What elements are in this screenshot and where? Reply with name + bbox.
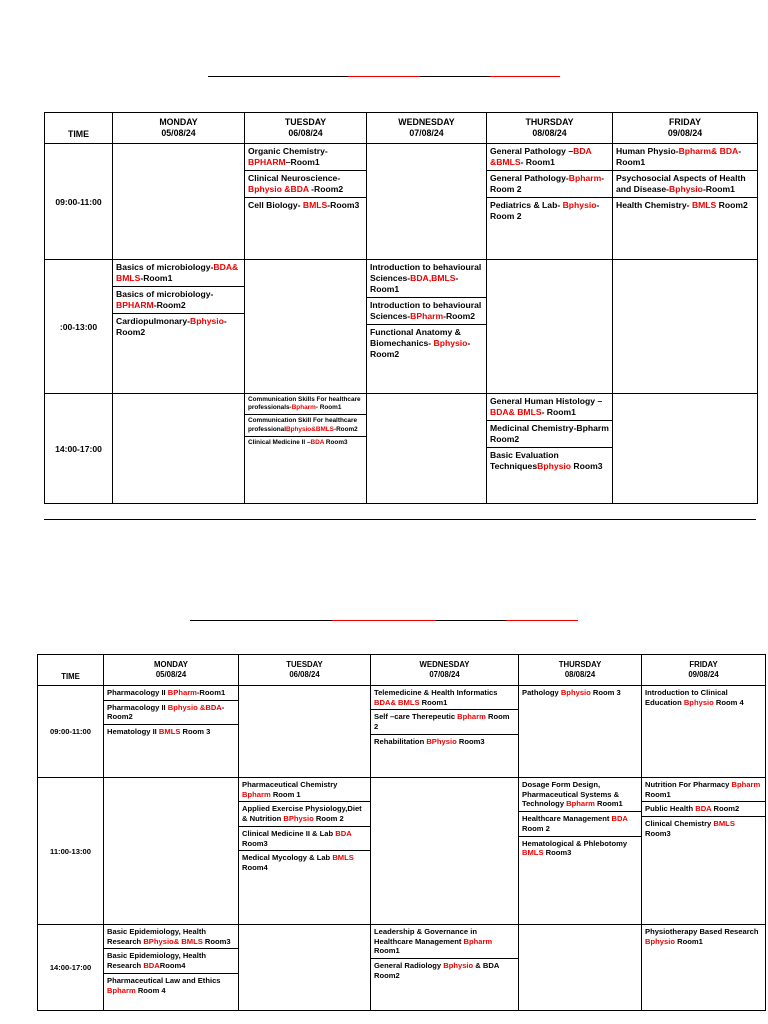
title-underline <box>190 620 332 621</box>
day-name: FRIDAY <box>669 117 701 128</box>
time-slot-row <box>45 394 758 504</box>
course-text: Room4 <box>242 863 268 873</box>
day-column-header <box>104 655 239 686</box>
course-text: Room3 <box>543 848 572 858</box>
course-entry <box>642 817 765 840</box>
program-tag: BMLS <box>332 853 354 863</box>
course-text: Human Physio- <box>616 146 679 156</box>
course-text: Basic Epidemiology, Health Research <box>107 951 207 971</box>
schedule-cell <box>642 686 766 778</box>
course-text: Room1 <box>645 789 671 799</box>
course-text: Pharmaceutical Law and Ethics <box>107 975 221 985</box>
time-slot-label: 14:00-17:00 <box>45 394 113 504</box>
program-tag: BMLS <box>691 200 717 210</box>
course-entry <box>487 144 612 171</box>
day-name: FRIDAY <box>689 660 718 670</box>
program-tag: BDA &BMLS <box>490 146 592 167</box>
program-tag: Bpharm <box>107 985 136 995</box>
course-entry <box>487 171 612 198</box>
schedule-cell <box>371 925 519 1011</box>
time-slot-row <box>45 260 758 394</box>
course-entry <box>104 725 238 739</box>
program-tag: BMLS <box>713 819 735 829</box>
course-text: -Room1 <box>196 688 226 697</box>
timetable-1 <box>44 112 758 504</box>
program-tag: BDA <box>143 961 160 971</box>
day-date: 06/08/24 <box>289 670 320 679</box>
time-column-header <box>38 655 104 686</box>
program-tag: BPhysio <box>426 736 457 746</box>
course-text: Pediatrics & Lab- <box>490 200 563 210</box>
schedule-cell <box>613 260 758 394</box>
program-tag: BDA <box>695 804 712 814</box>
course-entry <box>239 827 370 851</box>
schedule-cell <box>487 394 613 504</box>
day-date: 05/08/24 <box>155 670 187 679</box>
program-tag: Bpharm <box>568 173 602 183</box>
day-date: 07/08/24 <box>429 670 460 679</box>
course-text: Hematological & Phlebotomy <box>522 838 628 848</box>
schedule-cell <box>642 925 766 1011</box>
day-date: 09/08/24 <box>688 670 719 679</box>
course-text: Functional Anatomy & Biomechanics- <box>370 327 461 348</box>
course-text: -Room3 <box>327 200 360 210</box>
course-entry <box>519 778 641 812</box>
course-entry <box>371 686 518 710</box>
course-entry <box>245 437 366 449</box>
course-text: Clinical Medicine II & Lab <box>242 828 336 838</box>
day-date: 05/08/24 <box>161 128 196 138</box>
program-tag: Bphysio <box>669 184 703 194</box>
day-date: 08/08/24 <box>532 128 567 138</box>
course-text: Pharmacology II <box>107 702 168 712</box>
title-underline-red <box>490 76 560 77</box>
program-tag: Bphysio <box>433 338 468 348</box>
day-column-header <box>245 113 367 144</box>
course-entry <box>642 778 765 802</box>
course-text: Room 3 <box>180 727 211 737</box>
schedule-cell <box>487 144 613 260</box>
schedule-cell <box>239 925 371 1011</box>
title-underline <box>436 620 506 621</box>
course-text: Introduction to behavioural Sciences- <box>370 300 482 321</box>
time-header-label: TIME <box>61 672 80 682</box>
schedule-cell <box>367 394 487 504</box>
title-underline-red <box>506 620 578 621</box>
course-text: Room3 <box>645 828 671 838</box>
day-date: 09/08/24 <box>667 128 703 138</box>
course-text: Physiotherapy Based Research <box>645 927 759 936</box>
course-entry <box>367 260 486 298</box>
day-date: 06/08/24 <box>288 128 323 138</box>
program-tag: Bpharm <box>242 789 271 799</box>
course-text: -Room2 <box>153 300 186 310</box>
course-text: Communication Skills For healthcare professionals- <box>248 396 361 412</box>
course-text: -Room2 <box>116 316 227 337</box>
course-text: -Room1 <box>140 273 173 283</box>
course-text: -Room2 <box>308 184 344 194</box>
course-text: Pharmacology II <box>107 688 168 697</box>
course-text: Room3 <box>571 461 603 471</box>
program-tag: Bphysio <box>645 936 675 946</box>
course-entry <box>371 925 518 959</box>
timetable-header-row <box>45 113 758 144</box>
course-text: General Pathology- <box>490 173 569 183</box>
course-text: General Radiology <box>374 961 444 971</box>
course-text: Clinical Neuroscience- <box>248 173 341 183</box>
course-entry <box>245 144 366 171</box>
course-text: Room1 <box>594 799 623 809</box>
schedule-cell <box>519 778 642 925</box>
title-underline <box>420 76 490 77</box>
course-text: Introduction to behavioural Sciences- <box>370 262 482 283</box>
day-column-header <box>113 113 245 144</box>
day-column-header <box>487 113 613 144</box>
day-column-header <box>239 655 371 686</box>
schedule-cell <box>113 394 245 504</box>
course-entry <box>239 851 370 874</box>
day-name: MONDAY <box>159 117 198 128</box>
program-tag: Bphysio <box>683 697 714 707</box>
program-tag: BPHARM <box>248 157 286 167</box>
course-entry <box>104 925 238 949</box>
day-name: THURSDAY <box>525 117 574 128</box>
program-tag: Bpharm <box>291 404 316 412</box>
day-column-header <box>519 655 642 686</box>
course-text: Hematology II <box>107 727 159 737</box>
program-tag: BDA <box>310 438 325 446</box>
time-column-header <box>45 113 113 144</box>
time-slot-row <box>38 686 766 778</box>
course-entry <box>487 421 612 448</box>
course-entry <box>104 701 238 725</box>
course-text: –Room1 <box>285 157 320 167</box>
course-text: Dosage Form Design, Pharmaceutical Systems & Technology <box>522 780 620 809</box>
course-text: Communication Skill For healthcare professional <box>248 417 358 433</box>
course-text: Cardiopulmonary- <box>116 316 191 326</box>
course-entry <box>104 686 238 701</box>
schedule-cell <box>239 778 371 925</box>
course-entry <box>245 415 366 436</box>
program-tag: Bpharm <box>463 936 493 946</box>
course-entry <box>613 171 757 198</box>
title-underline-red <box>332 620 436 621</box>
course-text: Medical Mycology & Lab <box>242 853 333 863</box>
program-tag: BDA <box>611 814 628 824</box>
course-text: Self –care Therepeutic <box>374 712 458 722</box>
course-entry <box>642 686 765 709</box>
course-text: Room3 <box>456 736 485 746</box>
time-header-label: TIME <box>67 129 89 140</box>
course-entry <box>487 394 612 421</box>
program-tag: Bpharm <box>566 799 595 809</box>
day-column-header <box>371 655 519 686</box>
day-column-header <box>642 655 766 686</box>
course-text: Room 1 <box>270 789 301 799</box>
course-entry <box>113 314 244 340</box>
program-tag: BPharm <box>167 688 197 697</box>
schedule-cell <box>104 778 239 925</box>
program-tag: BPharm <box>410 311 444 321</box>
day-name: TUESDAY <box>284 117 327 128</box>
course-text: Basic Evaluation Techniques <box>490 450 559 471</box>
program-tag: Bpharm <box>731 780 761 789</box>
timetable-body <box>38 686 766 1011</box>
program-tag: BPHARM <box>116 300 154 310</box>
program-tag: Bphysio&BMLS <box>286 425 334 433</box>
schedule-cell <box>613 144 758 260</box>
schedule-cell <box>367 260 487 394</box>
course-text: Room1 <box>674 936 703 946</box>
course-text: Leadership & Governance in Healthcare Management <box>374 927 477 946</box>
schedule-cell <box>113 260 245 394</box>
course-entry <box>371 735 518 749</box>
program-tag: Bpharm& BDA <box>678 146 739 156</box>
course-text: Medicinal Chemistry-Bpharm Room2 <box>490 423 609 444</box>
course-text: Room 2 <box>522 823 550 833</box>
course-entry <box>367 325 486 362</box>
course-text: - Room1 <box>315 404 342 412</box>
course-text: -Room2 <box>333 425 358 433</box>
course-entry <box>245 198 366 213</box>
day-name: MONDAY <box>154 660 188 670</box>
course-text: Public Health <box>645 804 696 814</box>
course-text: Room4 <box>159 961 186 971</box>
course-text: Basic Epidemiology, Health Research <box>107 927 207 946</box>
day-name: WEDNESDAY <box>398 117 455 128</box>
timetable-2 <box>37 654 766 1011</box>
course-text: Clinical Medicine II – <box>248 438 311 446</box>
course-entry <box>519 812 641 836</box>
course-text: Room1 <box>374 946 400 956</box>
course-entry <box>239 802 370 826</box>
course-entry <box>642 802 765 817</box>
course-text: Basics of microbiology- <box>116 289 214 299</box>
course-text: -Room1 <box>370 273 459 294</box>
course-entry <box>371 959 518 982</box>
course-text: Room 4 <box>135 985 166 995</box>
schedule-cell <box>245 260 367 394</box>
course-text: Room2 <box>711 804 740 814</box>
time-slot-row <box>38 778 766 925</box>
program-tag: BPhysio <box>283 814 314 824</box>
program-tag: BMLS <box>158 727 181 737</box>
time-slot-label: 09:00-11:00 <box>38 686 104 778</box>
schedule-cell <box>245 394 367 504</box>
program-tag: Bphysio <box>560 688 591 697</box>
course-text: - Room1 <box>541 407 576 417</box>
course-text: General Human Histology – <box>490 396 603 406</box>
course-text: Health Chemistry- <box>616 200 692 210</box>
course-text: Room2 <box>716 200 748 210</box>
schedule-cell <box>642 778 766 925</box>
schedule-cell <box>613 394 758 504</box>
program-tag: BPhysio& BMLS <box>143 936 203 946</box>
course-text: -Room 2 <box>490 173 605 194</box>
course-text: Rehabilitation <box>374 736 427 746</box>
course-text: Basics of microbiology- <box>116 262 214 272</box>
program-tag: Bpharm <box>457 712 486 722</box>
time-slot-label: :00-13:00 <box>45 260 113 394</box>
schedule-cell <box>113 144 245 260</box>
program-tag: BMLS <box>522 848 544 858</box>
program-tag: Bphysio &BDA <box>248 184 309 194</box>
course-entry <box>519 686 641 700</box>
course-entry <box>487 198 612 224</box>
course-entry <box>371 710 518 734</box>
program-tag: Bphysio <box>443 961 474 971</box>
program-tag: BMLS <box>302 200 328 210</box>
program-tag: Bphysio &BDA <box>167 702 222 712</box>
program-tag: BDA <box>335 828 352 838</box>
course-text: - Room1 <box>520 157 555 167</box>
course-text: Nutrition For Pharmacy <box>645 780 732 789</box>
course-text: -Room2 <box>443 311 476 321</box>
course-text: -Room1 <box>616 146 742 167</box>
course-text: Introduction to Clinical Education <box>645 688 728 707</box>
course-entry <box>245 394 366 415</box>
course-text: Applied Exercise Physiology,Diet & Nutrition <box>242 804 362 824</box>
timetable-header-row <box>38 655 766 686</box>
time-slot-label: 11:00-13:00 <box>38 778 104 925</box>
course-text: Room 2 <box>313 814 344 824</box>
course-entry <box>104 949 238 973</box>
schedule-cell <box>519 686 642 778</box>
course-entry <box>367 298 486 325</box>
schedule-cell <box>104 925 239 1011</box>
schedule-cell <box>239 686 371 778</box>
course-text: Pathology <box>522 688 561 697</box>
schedule-cell <box>371 778 519 925</box>
course-text: Room3 <box>202 936 231 946</box>
program-tag: Bphysio <box>537 461 572 471</box>
schedule-cell <box>367 144 487 260</box>
program-tag: BDA& BMLS <box>490 407 542 417</box>
course-text: Cell Biology- <box>248 200 303 210</box>
course-entry <box>245 171 366 198</box>
schedule-cell <box>245 144 367 260</box>
course-text: Organic Chemistry- <box>248 146 328 156</box>
title-underline <box>208 76 348 77</box>
course-entry <box>239 778 370 802</box>
section-divider <box>44 519 756 520</box>
program-tag: BDA,BMLS <box>410 273 456 283</box>
day-column-header <box>613 113 758 144</box>
time-slot-row <box>38 925 766 1011</box>
course-text: Room 4 <box>713 697 744 707</box>
day-date: 08/08/24 <box>564 670 596 679</box>
program-tag: BDA& BMLS <box>116 262 239 283</box>
day-name: TUESDAY <box>286 660 323 670</box>
schedule-cell <box>371 686 519 778</box>
course-entry <box>519 837 641 860</box>
course-text: -Room2 <box>370 338 471 359</box>
course-entry <box>613 198 757 213</box>
course-text: Room 2 <box>374 712 510 732</box>
course-text: Healthcare Management <box>522 814 612 824</box>
course-text: Psychosocial Aspects of Health and Disease- <box>616 173 746 194</box>
course-text: -Room2 <box>107 702 225 722</box>
program-tag: Bphysio <box>190 316 224 326</box>
course-entry <box>113 260 244 287</box>
course-text: -Room 2 <box>490 200 600 221</box>
day-name: THURSDAY <box>558 660 602 670</box>
day-column-header <box>367 113 487 144</box>
course-text: Room 3 <box>590 688 621 697</box>
title-underline-red <box>348 76 420 77</box>
course-text: -Room1 <box>702 184 735 194</box>
course-text: Room1 <box>419 697 448 707</box>
timetable-body <box>45 144 758 504</box>
program-tag: BDA& BMLS <box>374 697 420 707</box>
course-text: Clinical Chemistry <box>645 819 714 829</box>
course-entry <box>613 144 757 171</box>
course-text: Room3 <box>242 838 268 848</box>
day-name: WEDNESDAY <box>419 660 470 670</box>
course-text: Telemedicine & Health Informatics <box>374 688 498 697</box>
course-text: & BDA Room2 <box>374 961 500 980</box>
program-tag: Bphysio <box>562 200 597 210</box>
schedule-cell <box>104 686 239 778</box>
course-entry <box>487 448 612 474</box>
course-entry <box>642 925 765 948</box>
course-text: Room3 <box>324 438 348 446</box>
course-entry <box>104 974 238 997</box>
time-slot-label: 09:00-11:00 <box>45 144 113 260</box>
day-date: 07/08/24 <box>409 128 444 138</box>
schedule-cell <box>519 925 642 1011</box>
schedule-cell <box>487 260 613 394</box>
time-slot-label: 14:00-17:00 <box>38 925 104 1011</box>
course-text: General Pathology – <box>490 146 574 156</box>
time-slot-row <box>45 144 758 260</box>
course-entry <box>113 287 244 314</box>
course-text: Pharmaceutical Chemistry <box>242 780 338 789</box>
